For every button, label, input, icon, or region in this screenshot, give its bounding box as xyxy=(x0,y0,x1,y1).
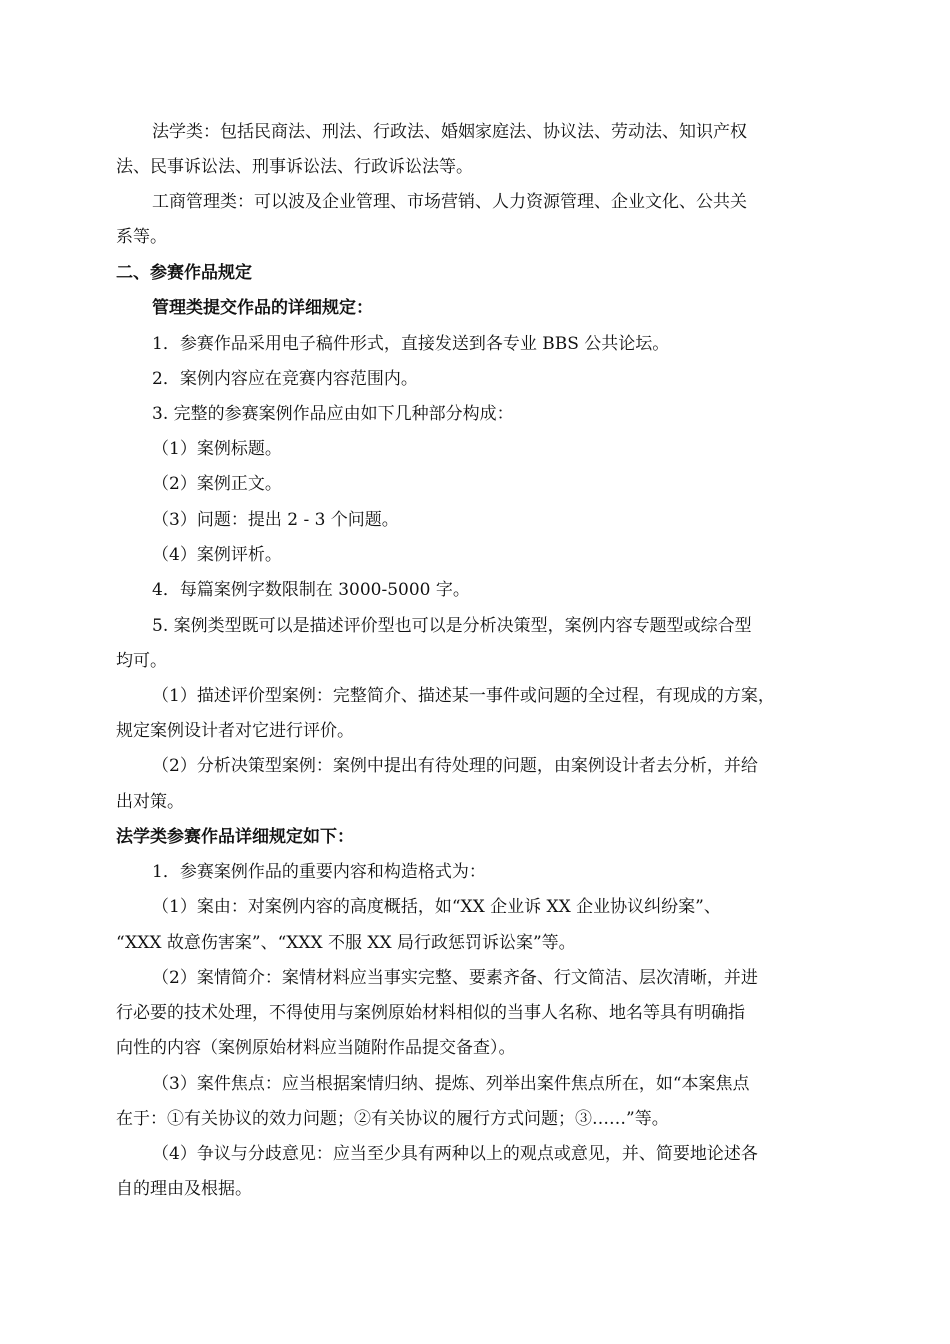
text-line: （1）描述评价型案例：完整简介、描述某一事件或问题的全过程，有现成的方案， xyxy=(152,686,775,706)
text-line: （1）案由：对案例内容的高度概括，如“XX 企业诉 XX 企业协议纠纷案”、 xyxy=(152,897,721,917)
text-line: 2．案例内容应在竞赛内容范围内。 xyxy=(152,369,418,389)
text-line: 5. 案例类型既可以是描述评价型也可以是分析决策型，案例内容专题型或综合型 xyxy=(152,616,752,636)
text-line: 1．参赛作品采用电子稿件形式，直接发送到各专业 BBS 公共论坛。 xyxy=(152,334,670,354)
text-line: 法、民事诉讼法、刑事诉讼法、行政诉讼法等。 xyxy=(116,157,473,177)
section-heading: 法学类参赛作品详细规定如下： xyxy=(116,827,354,847)
section-heading: 二、参赛作品规定 xyxy=(116,263,252,283)
text-line: “XXX 故意伤害案”、“XXX 不服 XX 局行政惩罚诉讼案”等。 xyxy=(116,933,576,953)
text-line: 规定案例设计者对它进行评价。 xyxy=(116,721,354,741)
text-line: 系等。 xyxy=(116,227,167,247)
text-line: 向性的内容（案例原始材料应当随附作品提交备查）。 xyxy=(116,1038,516,1058)
text-line: （2）案情简介：案情材料应当事实完整、要素齐备、行文简洁、层次清晰，并进 xyxy=(152,968,758,988)
text-line: 工商管理类：可以波及企业管理、市场营销、人力资源管理、企业文化、公共关 xyxy=(152,192,747,212)
text-line: 法学类：包括民商法、刑法、行政法、婚姻家庭法、协议法、劳动法、知识产权 xyxy=(152,122,747,142)
text-line: （3）案件焦点：应当根据案情归纳、提炼、列举出案件焦点所在，如“本案焦点 xyxy=(152,1074,750,1094)
text-line: 3. 完整的参赛案例作品应由如下几种部分构成： xyxy=(152,404,514,424)
text-line: 行必要的技术处理，不得使用与案例原始材料相似的当事人名称、地名等具有明确指 xyxy=(116,1003,745,1023)
text-line: 出对策。 xyxy=(116,792,184,812)
text-line: （4）案例评析。 xyxy=(152,545,282,565)
text-line: （3）问题：提出 2 - 3 个问题。 xyxy=(152,510,399,530)
text-line: 自的理由及根据。 xyxy=(116,1179,252,1199)
text-line: 均可。 xyxy=(116,651,167,671)
text-line: （2）案例正文。 xyxy=(152,474,282,494)
text-line: 1．参赛案例作品的重要内容和构造格式为： xyxy=(152,862,486,882)
text-line: 在于：①有关协议的效力问题；②有关协议的履行方式问题；③……”等。 xyxy=(116,1109,669,1129)
text-line: 4．每篇案例字数限制在 3000-5000 字。 xyxy=(152,580,470,600)
text-line: （1）案例标题。 xyxy=(152,439,282,459)
subsection-heading: 管理类提交作品的详细规定： xyxy=(152,298,373,318)
text-line: （4）争议与分歧意见：应当至少具有两种以上的观点或意见，并、简要地论述各 xyxy=(152,1144,758,1164)
text-line: （2）分析决策型案例：案例中提出有待处理的问题，由案例设计者去分析，并给 xyxy=(152,756,758,776)
